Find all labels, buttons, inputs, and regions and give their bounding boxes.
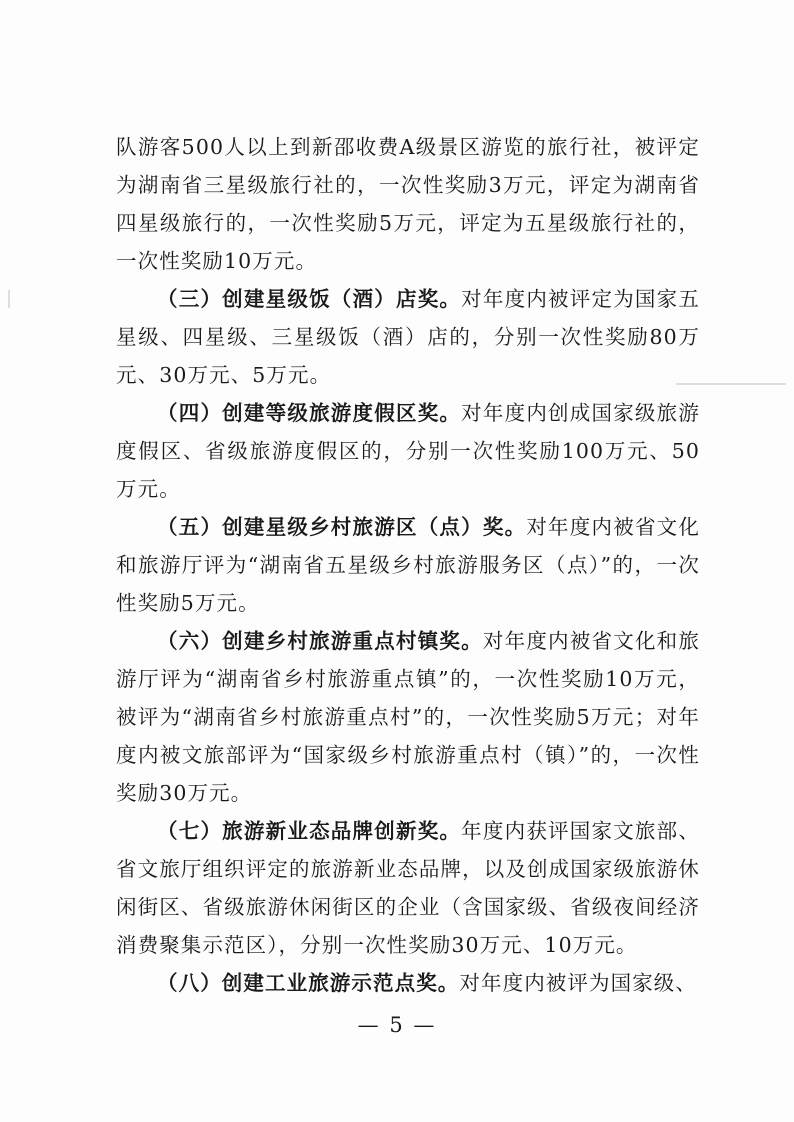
paragraph-lead: （八）创建工业旅游示范点奖。 — [157, 971, 460, 995]
paragraph-lead: （五）创建星级乡村旅游区（点）奖。 — [157, 515, 527, 539]
paragraph-star-hotel-award — [116, 280, 700, 394]
paragraph-rural-tourism-area-award — [116, 508, 700, 622]
paragraph-industrial-tourism-award — [116, 964, 700, 1002]
paragraph-lead: （三）创建星级饭（酒）店奖。 — [157, 287, 462, 311]
paragraph-new-format-brand-award — [116, 812, 700, 964]
page-number: — 5 — — [357, 1013, 437, 1037]
paragraph-body: 年度内获评国家文旅部、省文旅厅组织评定的旅游新业态品牌，以及创成国家级旅游休闲街区、省级旅游休闲街区的企业（含国家级、省级夜间经济消费聚集示范区），分别一次性奖励30万元、10万元。 — [116, 819, 700, 957]
body-text — [116, 128, 700, 1002]
paragraph-body: 对年度内被评定为国家五星级、四星级、三星级饭（酒）店的，分别一次性奖励80万元、30万元、5万元。 — [116, 287, 700, 387]
paragraph-body: 对年度内被评为国家级、 — [459, 971, 698, 995]
paragraph-body: 队游客500人以上到新邵收费A级景区游览的旅行社，被评定为湖南省三星级旅行社的，一次性奖励3万元，评定为湖南省四星级旅行的，一次性奖励5万元，评定为五星级旅行社的，一次性奖励10万元。 — [116, 135, 700, 273]
paragraph-resort-award — [116, 394, 700, 508]
paragraph-lead: （七）旅游新业态品牌创新奖。 — [157, 819, 462, 843]
paragraph-body: 对年度内创成国家级旅游度假区、省级旅游度假区的，分别一次性奖励100万元、50万元。 — [116, 401, 700, 501]
scan-artifact — [8, 290, 10, 308]
paragraph-body: 对年度内被省文化和旅游厅评为“湖南省五星级乡村旅游服务区（点）”的，一次性奖励5万元。 — [116, 515, 700, 615]
paragraph-lead: （六）创建乡村旅游重点村镇奖。 — [157, 629, 483, 653]
paragraph-body: 对年度内被省文化和旅游厅评为“湖南省乡村旅游重点镇”的，一次性奖励10万元，被评为“湖南省乡村旅游重点村”的，一次性奖励5万元；对年度内被文旅部评为“国家级乡村旅游重点村（镇）”的，一次性奖励30万元。 — [116, 629, 700, 805]
paragraph-continuation — [116, 128, 700, 280]
paragraph-rural-village-award — [116, 622, 700, 812]
paragraph-lead: （四）创建等级旅游度假区奖。 — [157, 401, 462, 425]
